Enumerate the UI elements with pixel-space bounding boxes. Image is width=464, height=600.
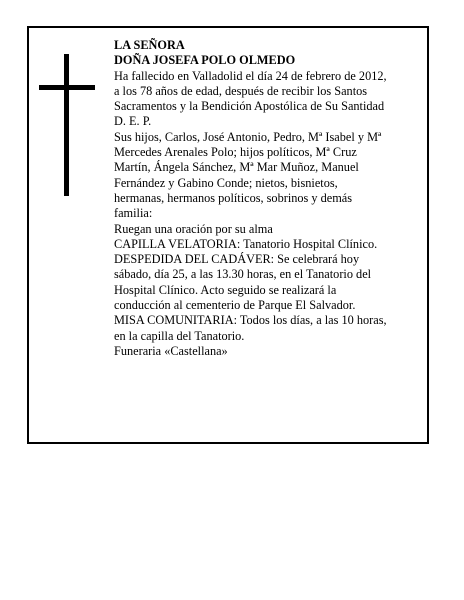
notice-line: sábado, día 25, a las 13.30 horas, en el Tanatorio del (114, 267, 372, 282)
notice-line: familia: (114, 206, 153, 221)
deceased-name: DOÑA JOSEFA POLO OLMEDO (114, 53, 296, 68)
notice-line: Hospital Clínico. Acto seguido se realizará la (114, 282, 337, 297)
notice-line: Sacramentos y la Bendición Apostólica de Su Santidad (114, 99, 385, 114)
notice-line: a los 78 años de edad, después de recibir los Santos (114, 83, 368, 98)
notice-line: Sus hijos, Carlos, José Antonio, Pedro, Mª Isabel y Mª (114, 129, 382, 144)
notice-line: Ha fallecido en Valladolid el día 24 de febrero de 2012, (114, 68, 387, 83)
notice-line: Mercedes Arenales Polo; hijos políticos, Mª Cruz (114, 145, 357, 160)
notice-line: hermanas, hermanos políticos, sobrinos y demás (114, 190, 353, 205)
notice-title: LA SEÑORA (114, 38, 185, 52)
notice-line: conducción al cementerio de Parque El Salvador. (114, 298, 356, 313)
notice-line: Ruegan una oración por su alma (114, 221, 273, 236)
notice-line: D. E. P. (114, 114, 152, 129)
notice-line: DESPEDIDA DEL CADÁVER: Se celebrará hoy (114, 252, 360, 267)
notice-line: Funeraria «Castellana» (114, 343, 228, 358)
notice-line: Fernández y Gabino Conde; nietos, bisnietos, (114, 175, 338, 190)
notice-line: CAPILLA VELATORIA: Tanatorio Hospital Clínico. (114, 236, 378, 251)
notice-line: Martín, Ángela Sánchez, Mª Mar Muñoz, Manuel (114, 160, 359, 175)
notice-text (114, 38, 426, 359)
notice-line: MISA COMUNITARIA: Todos los días, a las 10 horas, (114, 313, 387, 328)
cross-icon (39, 54, 95, 196)
notice-line: en la capilla del Tanatorio. (114, 328, 245, 343)
